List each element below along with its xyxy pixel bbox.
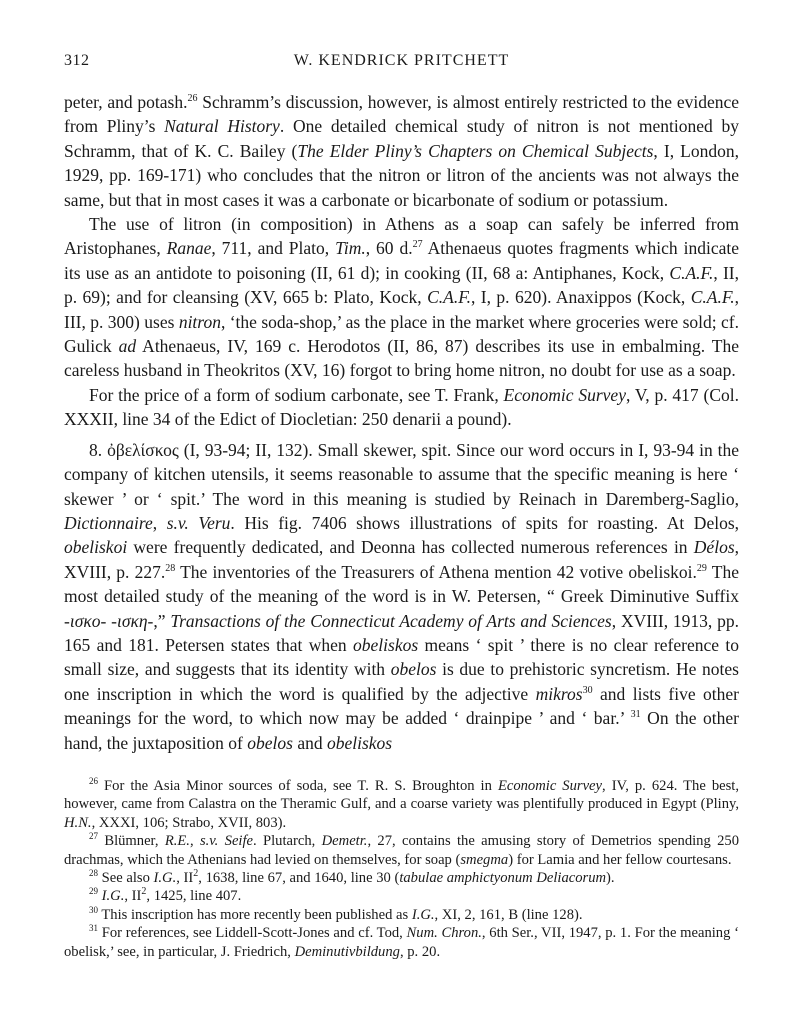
text: . One detailed chemical study of nitron is not mentioned by Schramm, that of K. C. Bailey ( [64,116,739,161]
text: peter, and potash. [64,92,188,112]
footnote-26 [64,777,739,832]
italic-text: s.v. Veru [166,512,231,533]
italic-text: Dictionnaire [64,512,153,533]
text: Athenaeus quotes fragments which indicate its use as an antidote to poisoning (II, 61 d); in cooking (II, 68 a: Antiphanes, Kock, [64,238,739,283]
running-header [64,52,739,82]
text: , 1638, line 67, and 1640, line 30 ( [198,870,400,886]
text: , p. 20. [399,943,441,960]
text: For references, see Liddell-Scott-Jones and cf. Tod, [101,925,407,942]
superscript: 2 [141,886,147,898]
text: , II, p. 69); and for cleansing (XV, 665 b: Plato, Kock, [64,262,740,308]
text: (I, 93-94; II, 132). Small skewer, spit. Since our word occurs in I, 93-94 in the company of kitchen utensils, it seems reasonable to assume that the specific meaning is here ‘ skewer ’ or ‘ spit.’ The word in this meaning is studied by Reinach in Daremberg-Saglio, [64,439,740,509]
text: means ‘ spit ’ there is no clear reference to small size, and suggests that its identity with [64,634,740,680]
text: For the price of a form of sodium carbonate, see T. Frank, [89,384,504,405]
italic-text: tabulae amphictyonum Deliacorum [399,870,607,886]
body-text [64,90,739,755]
text: , II [124,888,142,905]
text: , ‘the soda-shop,’ as the place in the market where groceries were sold; cf. Gulick [64,311,739,357]
text: For the Asia Minor sources of soda, see T. R. S. Broughton in [104,777,498,794]
footnote-ref-29[interactable]: 29 [696,562,707,574]
text: On the other hand, the juxtaposition of [64,708,739,753]
footnote-ref-28[interactable]: 28 [165,562,176,574]
footnote-number: 29 [89,886,98,897]
text: , XVIII, 1913, pp. 165 and 181. Petersen states that when [64,610,739,655]
footnote-30 [64,906,739,924]
italic-text: I.G. [101,888,125,905]
page [64,52,739,961]
paragraph-2 [64,212,739,383]
italic-text: Economic Survey [503,384,626,405]
text: , II [176,870,194,886]
text: ,” [153,610,171,631]
text: , I, London, 1929, pp. 169-171) who concludes that the nitron or litron of the ancients was not always the same, but that in most cases it was a carbonate or bicarbonate of sodium or potassium. [64,140,739,210]
italic-text: H.N. [64,814,92,831]
text: , III, p. 300) uses [64,287,739,332]
footnote-number: 26 [89,776,98,787]
footnote-31 [64,924,739,961]
italic-text: ad [118,336,137,357]
text: , XXXI, 106; Strabo, XVII, 803). [91,814,287,831]
text: , XI, 2, 161, B (line 128). [434,906,583,923]
italic-text: I.G. [153,870,177,886]
italic-text: Natural History [164,116,280,137]
footnote-27 [64,832,739,869]
italic-text: Transactions of the Connecticut Academy of Arts and Sciences [170,610,612,631]
text: and [292,732,327,753]
italic-text: Economic Survey [497,777,603,794]
greek-suffix: -ισκο- -ισκη- [64,610,154,631]
text: The inventories of the Treasurers of Athena mention 42 votive obeliskoi. [175,561,697,582]
text: , IV, p. 624. The best, however, came from Calastra on the Theramic Gulf, and a coarse variety was plentifully produced in Egypt (Pliny, [64,777,740,813]
italic-text: obelos [247,732,293,753]
text: , 60 d. [365,238,413,259]
footnote-ref-26[interactable]: 26 [187,93,198,105]
text: and lists five other meanings for the word, to which now may be added ‘ drainpipe ’ and ‘ bar.’ [64,683,739,729]
text: ). [606,870,615,886]
paragraph-1 [64,90,739,212]
text: , 27, contains the amusing story of Demetrios spending 250 drachmas, which the Athenians had levied on themselves, for soap ( [64,833,739,868]
text: , 711, and Plato, [211,238,336,259]
italic-text: smegma [460,851,509,868]
text: Blümner, [104,833,165,850]
italic-text: The Elder Pliny’s Chapters on Chemical Subjects [297,140,654,161]
italic-text: Tim. [335,238,366,259]
greek-word: ὀβελίσκος [107,439,179,460]
text: , V, p. 417 (Col. XXXII, line 34 of the Edict of Diocletian: 250 denarii a pound). [64,384,739,430]
text: This inscription has more recently been published as [101,906,412,923]
text: , 6th Ser., VII, 1947, p. 1. For the meaning ‘ obelisk,’ see, in particular, J. Friedrich, [64,925,739,960]
italic-text: C.A.F. [690,287,735,308]
footnote-28 [64,869,739,887]
text: were frequently dedicated, and Deonna has collected numerous references in [127,537,694,558]
text: The most detailed study of the meaning of the word is in W. Petersen, “ Greek Diminutive Suffix [64,561,739,607]
paragraph-3 [64,383,739,432]
superscript: 2 [193,868,199,880]
text: , [189,833,200,850]
text: 8. [89,439,108,460]
footnote-number: 27 [89,831,98,842]
text: See also [101,870,154,886]
text: Schramm’s discussion, however, is almost entirely restricted to the evidence from Pliny’s [64,92,739,137]
page-number: 312 [64,52,90,69]
italic-text: I.G. [411,906,435,923]
italic-text: R.E. [164,833,190,850]
italic-text: Deminutivbildung [294,943,400,960]
paragraph-4 [64,438,739,755]
footnote-number: 31 [89,923,98,934]
italic-text: obeliskoi [64,537,128,558]
text: , I, p. 620). Anaxippos (Kock, [471,287,691,308]
italic-text: s.v. Seife [199,833,254,850]
footnote-29 [64,887,739,905]
text: ) for Lamia and her fellow courtesans. [508,851,732,868]
text: . Plutarch, [253,833,322,850]
italic-text: obeliskos [326,732,393,753]
text: , 1425, line 407. [146,888,242,905]
footnote-number: 30 [89,904,98,915]
italic-text: obeliskos [353,634,419,655]
footnote-ref-27[interactable]: 27 [412,239,423,251]
italic-text: nitron [178,311,221,332]
italic-text: obelos [390,659,437,680]
italic-text: Num. Chron. [406,925,482,942]
text: , XVIII, p. 227. [64,537,739,582]
footnotes [64,777,739,961]
footnote-ref-30[interactable]: 30 [582,684,593,696]
text: is due to prehistoric syncretism. He notes one inscription in which the word is qualified by the adjective [64,659,739,704]
footnote-ref-31[interactable]: 31 [630,709,641,721]
italic-text: mikros [535,683,583,704]
italic-text: Délos [693,537,735,558]
text: , [152,512,167,533]
text: The use of litron (in composition) in Athens as a soap can safely be inferred from Aristophanes, [64,214,739,259]
text: . His fig. 7406 shows illustrations of spits for roasting. At Delos, [230,512,740,533]
italic-text: Ranae [166,238,212,259]
footnote-number: 28 [89,868,98,879]
running-head: W. KENDRICK PRITCHETT [293,52,510,69]
italic-text: Demetr. [321,833,368,850]
italic-text: C.A.F. [427,287,471,308]
italic-text: C.A.F. [669,262,714,283]
text: Athenaeus, IV, 169 c. Herodotos (II, 86, 87) describes its use in embalming. The careless husband in Theokritos (XV, 16) forgot to bring home nitron, no doubt for use as a soap. [64,336,739,381]
